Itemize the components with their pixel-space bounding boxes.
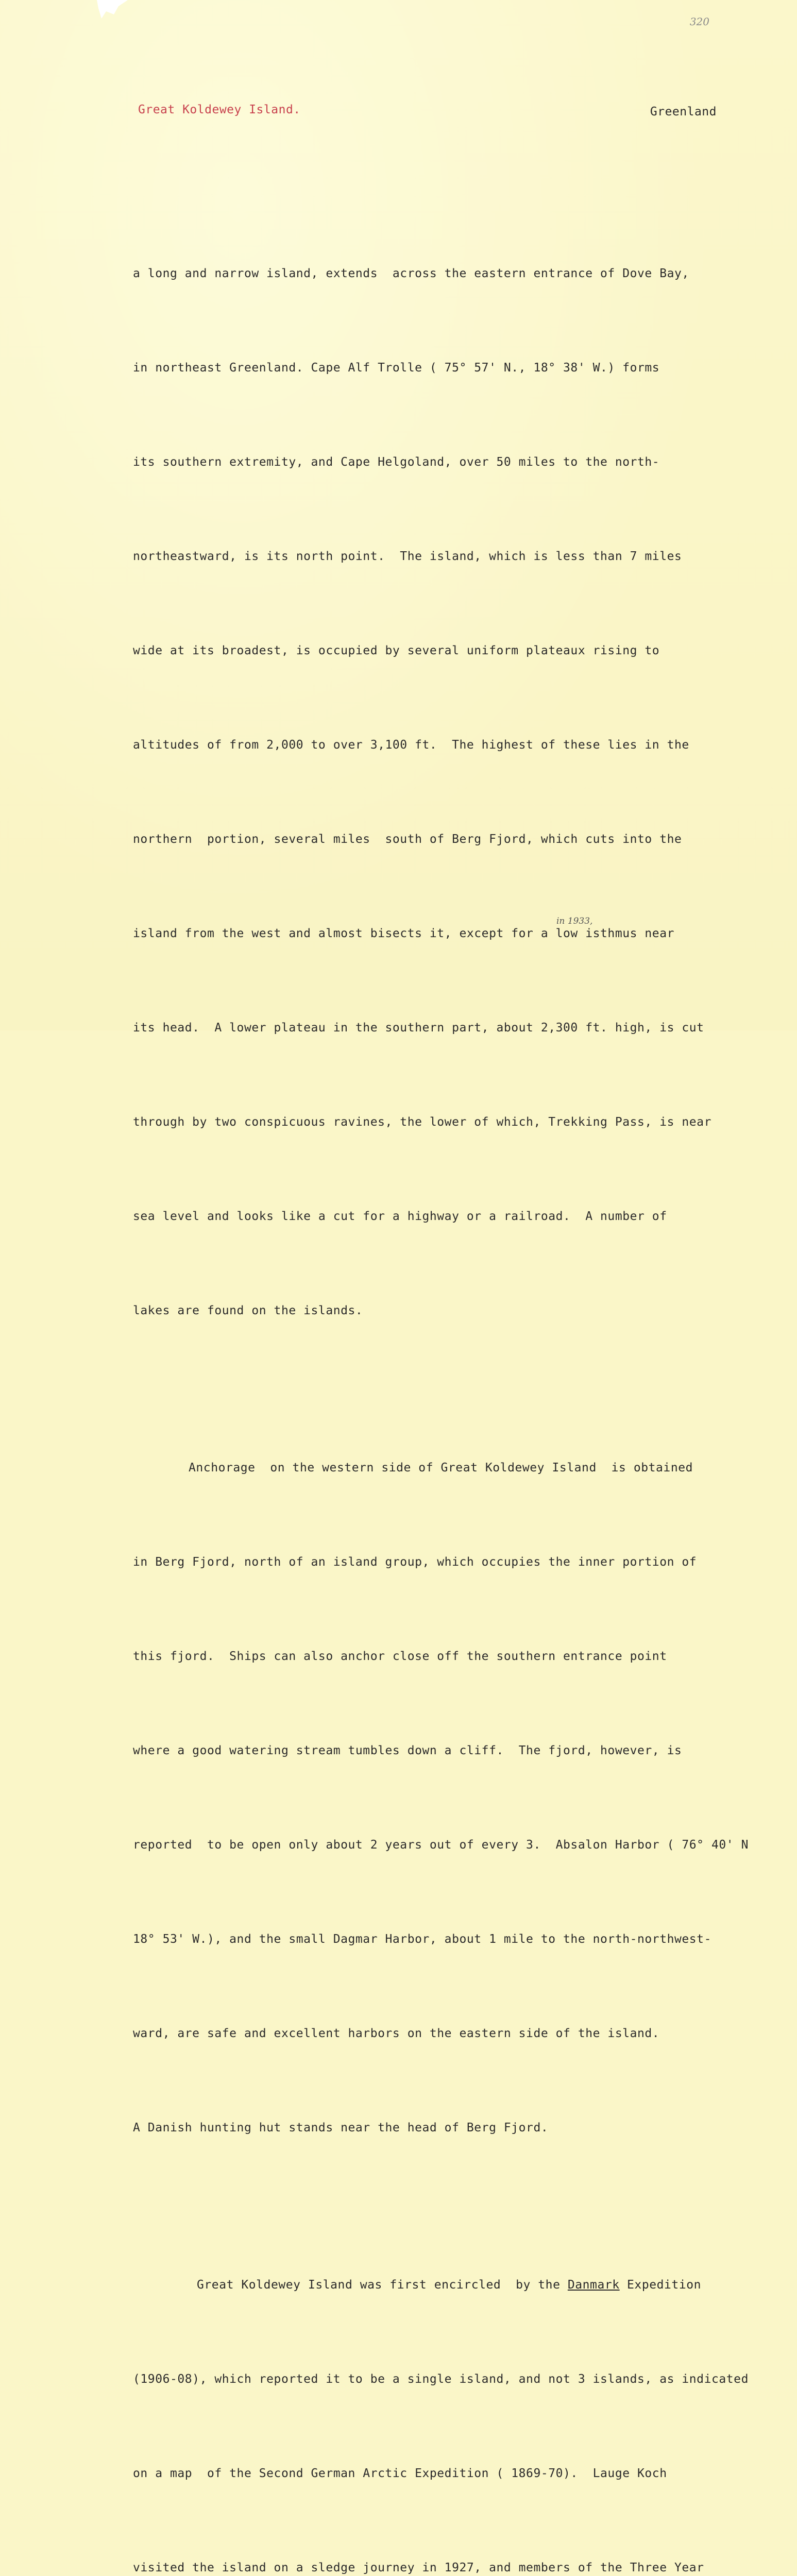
text-segment: Great Koldewey Island was first encircled by the xyxy=(197,2278,568,2292)
text-line: sea level and looks like a cut for a highway or a railroad. A number of xyxy=(133,1210,667,1223)
text-line: its southern extremity, and Cape Helgoland, over 50 miles to the north- xyxy=(133,455,660,469)
text-line: Anchorage on the western side of Great Koldewey Island is obtained xyxy=(189,1461,693,1475)
text-line: ward, are safe and excellent harbors on the eastern side of the island. xyxy=(133,2027,660,2040)
underlined-expedition-name: Danmark xyxy=(567,2278,620,2292)
text-line xyxy=(133,2269,787,2301)
text-line: visited the island on a sledge journey in 1927, and members of the Three Year xyxy=(133,2561,704,2574)
handwritten-insert: in 1933, xyxy=(556,916,593,926)
page-number: 320 xyxy=(689,15,709,28)
text-line: 18° 53' W.), and the small Dagmar Harbor, about 1 mile to the north-northwest- xyxy=(133,1933,711,1946)
torn-corner xyxy=(97,0,128,21)
entry-title: Great Koldewey Island. xyxy=(138,103,301,116)
text-line: A Danish hunting hut stands near the head of Berg Fjord. xyxy=(133,2121,549,2134)
entry-region: Greenland xyxy=(650,105,717,118)
text-line: wide at its broadest, is occupied by several uniform plateaux rising to xyxy=(133,644,660,657)
text-line: on a map of the Second German Arctic Expedition ( 1869-70). Lauge Koch xyxy=(133,2467,667,2480)
text-line: this fjord. Ships can also anchor close off the southern entrance point xyxy=(133,1650,667,1663)
text-line: island from the west and almost bisects it, except for a low isthmus near xyxy=(133,927,674,940)
text-line: through by two conspicuous ravines, the lower of which, Trekking Pass, is near xyxy=(133,1115,711,1129)
text-line: a long and narrow island, extends across the eastern entrance of Dove Bay, xyxy=(133,267,689,280)
text-line: its head. A lower plateau in the southern part, about 2,300 ft. high, is cut xyxy=(133,1021,704,1035)
text-line: where a good watering stream tumbles down a cliff. The fjord, however, is xyxy=(133,1744,682,1757)
text-line: lakes are found on the islands. xyxy=(133,1304,363,1317)
text-segment: Expedition xyxy=(619,2278,702,2292)
text-line: (1906-08), which reported it to be a single island, and not 3 islands, as indicated xyxy=(133,2372,749,2386)
text-line: reported to be open only about 2 years out of every 3. Absalon Harbor ( 76° 40' N xyxy=(133,1838,749,1852)
text-line: altitudes of from 2,000 to over 3,100 ft. The highest of these lies in the xyxy=(133,738,689,752)
body-text xyxy=(133,164,787,2576)
text-line: in Berg Fjord, north of an island group, which occupies the inner portion of xyxy=(133,1555,697,1569)
text-line: in northeast Greenland. Cape Alf Trolle ( 75° 57' N., 18° 38' W.) forms xyxy=(133,361,660,375)
text-line: northern portion, several miles south of Berg Fjord, which cuts into the xyxy=(133,833,682,846)
text-line: northeastward, is its north point. The island, which is less than 7 miles xyxy=(133,550,682,563)
